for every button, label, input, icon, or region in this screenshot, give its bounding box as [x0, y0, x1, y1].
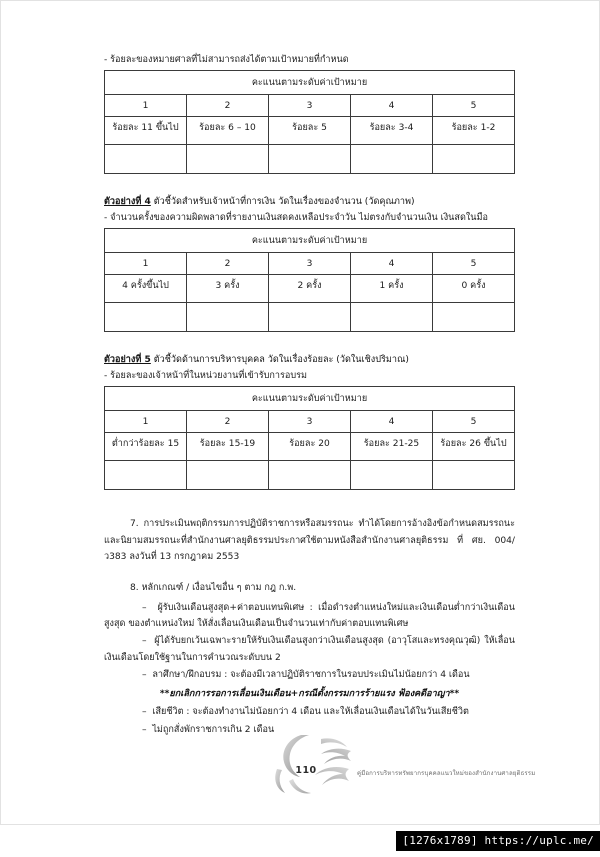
list-item-text: ผู้รับเงินเดือนสูงสุด+ค่าตอบแทนพิเศษ : เมื่อดำรงตำแหน่งใหม่และเงินเดือนต่ำกว่าเงินเดือนสูงสุด ของตำแหน่งใหม่ ให้สั่งเลื่อนเงินเดือนเป็นจำนวนเท่ากับค่าตอบแทนพิเศษ	[104, 602, 515, 629]
level-cell: 4	[351, 253, 433, 275]
list-item	[104, 633, 515, 666]
score-table-example-4	[104, 228, 515, 332]
table-row	[105, 229, 515, 253]
list-item-text: ลาศึกษา/ฝึกอบรม : จะต้องมีเวลาปฏิบัติราชการในรอบประเมินไม่น้อยกว่า 4 เดือน	[152, 670, 470, 681]
level-cell: 5	[433, 253, 515, 275]
table-title: คะแนนตามระดับค่าเป้าหมาย	[105, 229, 515, 253]
spacer-cell	[351, 461, 433, 490]
spacer-cell	[433, 461, 515, 490]
value-cell: 2 ครั้ง	[269, 275, 351, 303]
table-row	[105, 387, 515, 411]
list-item-text: ผู้ได้รับยกเว้นเฉพาะรายให้รับเงินเดือนสูงกว่าเงินเดือนสูงสุด (อาวุโสและทรงคุณวุฒิ) ให้เลื่อนเงินเดือนโดยใช้ฐานในการคำนวณระดับบน 2	[104, 636, 515, 663]
table-row	[105, 117, 515, 145]
value-cell: 0 ครั้ง	[433, 275, 515, 303]
table-row	[105, 253, 515, 275]
level-cell: 4	[351, 411, 433, 433]
dash-marker: –	[142, 670, 153, 681]
value-cell: ร้อยละ 21-25	[351, 433, 433, 461]
level-cell: 2	[187, 411, 269, 433]
level-cell: 2	[187, 253, 269, 275]
page-footer	[1, 729, 600, 809]
level-cell: 4	[351, 95, 433, 117]
dash-marker: –	[142, 707, 153, 718]
level-cell: 5	[433, 95, 515, 117]
example-5-bullet-line: - ร้อยละของเจ้าหน้าที่ในหน่วยงานที่เข้ารับการอบรม	[104, 371, 308, 381]
spacer-cell	[269, 461, 351, 490]
spacer-cell	[269, 145, 351, 174]
value-cell: ร้อยละ 3-4	[351, 117, 433, 145]
list-item	[104, 704, 515, 720]
spacer-cell	[105, 461, 187, 490]
value-cell: ร้อยละ 6 – 10	[187, 117, 269, 145]
value-cell: ร้อยละ 15-19	[187, 433, 269, 461]
list-item	[104, 667, 515, 683]
spacer	[104, 332, 515, 353]
table-row	[105, 71, 515, 95]
example-4-bullet-line: - จำนวนครั้งของความผิดพลาดที่รายงานเงินสดคงเหลือประจำวัน ไม่ตรงกับจำนวนเงิน เงินสดในมือ	[104, 213, 488, 223]
level-cell: 3	[269, 95, 351, 117]
level-cell: 1	[105, 253, 187, 275]
dash-marker: –	[142, 724, 153, 735]
spacer	[104, 566, 515, 581]
value-cell: ร้อยละ 1-2	[433, 117, 515, 145]
spacer-cell	[105, 303, 187, 332]
spacer-cell	[433, 145, 515, 174]
spacer-cell	[187, 303, 269, 332]
example-5-title: ตัวชี้วัดด้านการบริหารบุคคล วัดในเรื่องร้อยละ (วัดในเชิงปริมาณ)	[153, 355, 409, 365]
level-cell: 3	[269, 253, 351, 275]
example-5-heading	[104, 353, 515, 367]
table-row	[105, 411, 515, 433]
value-cell: 1 ครั้ง	[351, 275, 433, 303]
dash-marker: –	[142, 636, 155, 647]
section-example-4	[104, 195, 515, 332]
table-row	[105, 461, 515, 490]
section-top-bullet-line: - ร้อยละของหมายศาลที่ไม่สามารถส่งได้ตามเป้าหมายที่กำหนด	[104, 55, 349, 65]
example-4-label: ตัวอย่างที่ 4	[104, 197, 151, 207]
watermark-label: [1276x1789] https://uplc.me/	[396, 831, 600, 851]
score-table-example-5	[104, 386, 515, 490]
table-title: คะแนนตามระดับค่าเป้าหมาย	[105, 387, 515, 411]
value-cell: ร้อยละ 26 ขึ้นไป	[433, 433, 515, 461]
level-cell: 1	[105, 95, 187, 117]
value-cell: ร้อยละ 5	[269, 117, 351, 145]
item-8-bullet-list	[104, 600, 515, 739]
score-table-top	[104, 70, 515, 174]
table-row	[105, 303, 515, 332]
section-top	[104, 53, 515, 174]
list-item-text: ไม่ถูกสั่งพักราชการเกิน 2 เดือน	[152, 724, 275, 735]
table-row	[105, 95, 515, 117]
section-example-5	[104, 353, 515, 490]
page-content	[104, 53, 515, 739]
value-cell: ต่ำกว่าร้อยละ 15	[105, 433, 187, 461]
footer-caption: คู่มือการบริหารทรัพยากรบุคคลแนวใหม่ของสำนักงานศาลยุติธรรม	[357, 770, 536, 777]
level-cell: 5	[433, 411, 515, 433]
level-cell: 1	[105, 411, 187, 433]
dash-marker: –	[142, 602, 158, 613]
table-row	[105, 275, 515, 303]
value-cell: ร้อยละ 20	[269, 433, 351, 461]
item-8-emphasis-note: **ยกเลิกการรอการเลื่อนเงินเดือน+กรณีตั้งกรรมการร้ายแรง ฟ้องคดีอาญา**	[159, 689, 460, 700]
list-item	[104, 600, 515, 633]
spacer-cell	[351, 145, 433, 174]
level-cell: 3	[269, 411, 351, 433]
spacer-cell	[105, 145, 187, 174]
spacer-cell	[433, 303, 515, 332]
example-5-label: ตัวอย่างที่ 5	[104, 355, 151, 365]
item-7-paragraph: 7. การประเมินพฤติกรรมการปฏิบัติราชการหรือสมรรถนะ ทำได้โดยการอ้างอิงข้อกำหนดสมรรถนะและนิยามสมรรถนะที่สำนักงานศาลยุติธรรมประกาศใช้ตามหนังสือสำนักงานศาลยุติธรรม ที่ ศย. 004/ว383 ลงวันที่ 13 กรกฎาคม 2553	[104, 519, 515, 563]
example-4-heading	[104, 195, 515, 209]
spacer-cell	[269, 303, 351, 332]
value-cell: 4 ครั้งขึ้นไป	[105, 275, 187, 303]
page-number: 110	[295, 765, 317, 776]
list-item-text: เสียชีวิต : จะต้องทำงานไม่น้อยกว่า 4 เดือน และให้เลื่อนเงินเดือนได้ในวันเสียชีวิต	[152, 707, 469, 718]
table-row	[105, 433, 515, 461]
item-8-title: 8. หลักเกณฑ์ / เงื่อนไขอื่น ๆ ตาม กฎ ก.พ.	[130, 582, 297, 593]
spacer-cell	[187, 461, 269, 490]
watermark-strip	[0, 825, 600, 857]
spacer-cell	[351, 303, 433, 332]
decorative-swoosh-graphic	[259, 729, 355, 795]
table-title: คะแนนตามระดับค่าเป้าหมาย	[105, 71, 515, 95]
table-row	[105, 145, 515, 174]
spacer-cell	[187, 145, 269, 174]
level-cell: 2	[187, 95, 269, 117]
spacer	[104, 174, 515, 195]
spacer	[104, 490, 515, 516]
value-cell: 3 ครั้ง	[187, 275, 269, 303]
value-cell: ร้อยละ 11 ขึ้นไป	[105, 117, 187, 145]
example-4-title: ตัวชี้วัดสำหรับเจ้าหน้าที่การเงิน วัดในเรื่องของจำนวน (วัดคุณภาพ)	[153, 197, 415, 207]
